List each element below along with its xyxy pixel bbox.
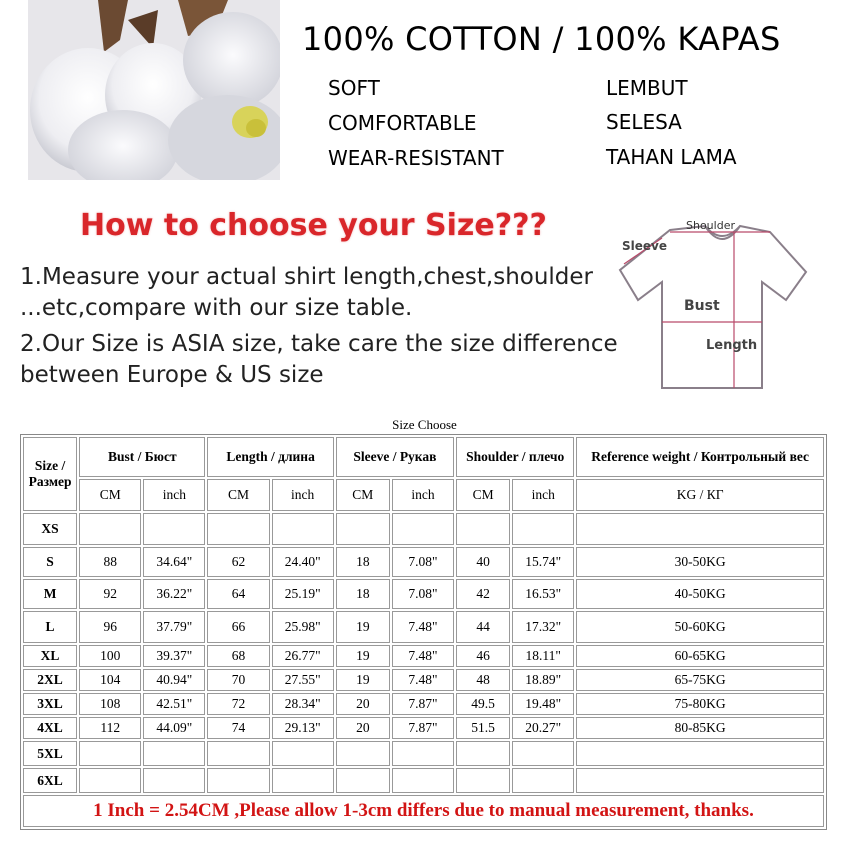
step2-line1: 2.Our Size is ASIA size, take care the size difference [20, 331, 618, 357]
table-cell: 19 [336, 669, 390, 691]
table-cell: 18.11" [512, 645, 574, 667]
unit-inch: inch [143, 479, 205, 511]
table-cell: 24.40" [272, 547, 334, 577]
table-row [23, 579, 824, 609]
table-cell [456, 741, 510, 766]
table-cell: 40.94" [143, 669, 205, 691]
length-header: Length / длина [207, 437, 333, 477]
feature-en-soft: SOFT [328, 76, 380, 100]
table-cell: 7.48" [392, 645, 454, 667]
table-cell [576, 741, 824, 766]
note-row [23, 795, 824, 827]
weight-header: Reference weight / Контрольный вес [576, 437, 824, 477]
size-label: 6XL [23, 768, 77, 793]
table-cell: 7.87" [392, 693, 454, 715]
unit-cm: CM [79, 479, 141, 511]
table-cell: 88 [79, 547, 141, 577]
table-cell [512, 513, 574, 545]
table-cell [143, 768, 205, 793]
table-cell: 65-75KG [576, 669, 824, 691]
table-row [23, 513, 824, 545]
table-cell [207, 741, 269, 766]
table-cell: 46 [456, 645, 510, 667]
table-cell: 42.51" [143, 693, 205, 715]
table-cell: 50-60KG [576, 611, 824, 643]
table-caption: Size Choose [392, 417, 457, 432]
table-cell [392, 768, 454, 793]
table-cell: 25.19" [272, 579, 334, 609]
feature-ms-selesa: SELESA [606, 110, 682, 134]
table-row [23, 547, 824, 577]
size-label: M [23, 579, 77, 609]
unit-inch: inch [272, 479, 334, 511]
cotton-boll-image [28, 0, 280, 180]
unit-cm: CM [456, 479, 510, 511]
sleeve-label: Sleeve [622, 239, 667, 253]
size-label: 3XL [23, 693, 77, 715]
unit-kg: KG / КГ [576, 479, 824, 511]
table-cell: 62 [207, 547, 269, 577]
table-cell [272, 513, 334, 545]
table-cell [456, 768, 510, 793]
table-cell: 20 [336, 717, 390, 739]
table-cell: 17.32" [512, 611, 574, 643]
size-label: 2XL [23, 669, 77, 691]
table-cell: 60-65KG [576, 645, 824, 667]
unit-inch: inch [512, 479, 574, 511]
table-cell: 18 [336, 579, 390, 609]
table-cell: 64 [207, 579, 269, 609]
table-cell: 19 [336, 611, 390, 643]
bust-label: Bust [684, 298, 720, 314]
table-cell [143, 741, 205, 766]
table-cell [272, 741, 334, 766]
table-cell [512, 741, 574, 766]
table-row [23, 645, 824, 667]
table-cell: 7.08" [392, 547, 454, 577]
table-cell [456, 513, 510, 545]
size-label: XS [23, 513, 77, 545]
size-label: XL [23, 645, 77, 667]
table-row [23, 717, 824, 739]
table-cell [207, 513, 269, 545]
table-row [23, 693, 824, 715]
table-cell [79, 741, 141, 766]
table-cell [336, 741, 390, 766]
table-cell: 112 [79, 717, 141, 739]
table-cell: 30-50KG [576, 547, 824, 577]
step2-line2: between Europe & US size [20, 362, 324, 388]
table-cell: 37.79" [143, 611, 205, 643]
table-cell [576, 768, 824, 793]
table-cell: 27.55" [272, 669, 334, 691]
table-cell: 7.48" [392, 669, 454, 691]
sleeve-header: Sleeve / Рукав [336, 437, 454, 477]
table-cell: 40-50KG [576, 579, 824, 609]
shoulder-header: Shoulder / плечо [456, 437, 574, 477]
table-cell: 26.77" [272, 645, 334, 667]
table-cell: 68 [207, 645, 269, 667]
table-cell: 7.48" [392, 611, 454, 643]
table-cell: 75-80KG [576, 693, 824, 715]
table-cell: 48 [456, 669, 510, 691]
table-cell: 39.37" [143, 645, 205, 667]
table-header-row [23, 437, 824, 477]
table-cell: 28.34" [272, 693, 334, 715]
table-cell: 25.98" [272, 611, 334, 643]
step1-line2: ...etc,compare with our size table. [20, 295, 413, 321]
size-label: 5XL [23, 741, 77, 766]
table-cell [79, 513, 141, 545]
table-cell [207, 768, 269, 793]
table-cell: 51.5 [456, 717, 510, 739]
length-label: Length [706, 338, 758, 353]
size-label: S [23, 547, 77, 577]
table-cell: 7.08" [392, 579, 454, 609]
table-cell: 96 [79, 611, 141, 643]
table-cell [336, 513, 390, 545]
table-cell: 36.22" [143, 579, 205, 609]
table-cell: 49.5 [456, 693, 510, 715]
cotton-photo [28, 0, 280, 180]
table-cell: 104 [79, 669, 141, 691]
size-table [20, 434, 827, 830]
table-cell: 19 [336, 645, 390, 667]
feature-ms-tahan-lama: TAHAN LAMA [606, 145, 737, 169]
table-row [23, 741, 824, 766]
size-rows [23, 513, 824, 793]
table-cell [272, 768, 334, 793]
table-cell [576, 513, 824, 545]
table-cell: 7.87" [392, 717, 454, 739]
unit-cm: CM [336, 479, 390, 511]
table-cell [392, 741, 454, 766]
feature-en-comfortable: COMFORTABLE [328, 111, 477, 135]
table-cell: 44.09" [143, 717, 205, 739]
step1-line1: 1.Measure your actual shirt length,chest,shoulder [20, 264, 594, 290]
table-row [23, 669, 824, 691]
table-cell: 19.48" [512, 693, 574, 715]
bust-header: Bust / Бюст [79, 437, 205, 477]
table-cell: 92 [79, 579, 141, 609]
table-row [23, 611, 824, 643]
conversion-note: 1 Inch = 2.54CM ,Please allow 1-3cm differs due to manual measurement, thanks. [23, 795, 824, 827]
feature-ms-lembut: LEMBUT [606, 76, 688, 100]
size-guide-title: How to choose your Size??? [80, 208, 547, 243]
table-cell: 18.89" [512, 669, 574, 691]
unit-cm: CM [207, 479, 269, 511]
table-cell: 66 [207, 611, 269, 643]
table-cell: 72 [207, 693, 269, 715]
table-cell [143, 513, 205, 545]
table-cell [512, 768, 574, 793]
table-unit-row [23, 479, 824, 511]
table-cell: 20.27" [512, 717, 574, 739]
size-label: L [23, 611, 77, 643]
table-cell: 100 [79, 645, 141, 667]
table-cell: 29.13" [272, 717, 334, 739]
table-cell: 70 [207, 669, 269, 691]
table-cell: 16.53" [512, 579, 574, 609]
shoulder-label: Shoulder [686, 219, 735, 232]
table-cell: 40 [456, 547, 510, 577]
table-cell [392, 513, 454, 545]
table-cell: 34.64" [143, 547, 205, 577]
table-cell: 42 [456, 579, 510, 609]
size-header: Size / Размер [23, 437, 77, 511]
table-cell: 18 [336, 547, 390, 577]
table-cell [336, 768, 390, 793]
table-cell: 74 [207, 717, 269, 739]
table-cell: 20 [336, 693, 390, 715]
unit-inch: inch [392, 479, 454, 511]
material-title: 100% COTTON / 100% KAPAS [302, 20, 781, 58]
table-cell: 80-85KG [576, 717, 824, 739]
table-cell: 15.74" [512, 547, 574, 577]
size-label: 4XL [23, 717, 77, 739]
table-cell: 44 [456, 611, 510, 643]
table-cell [79, 768, 141, 793]
table-cell: 108 [79, 693, 141, 715]
feature-en-wear-resistant: WEAR-RESISTANT [328, 146, 504, 170]
tshirt-diagram [610, 212, 820, 394]
table-row [23, 768, 824, 793]
